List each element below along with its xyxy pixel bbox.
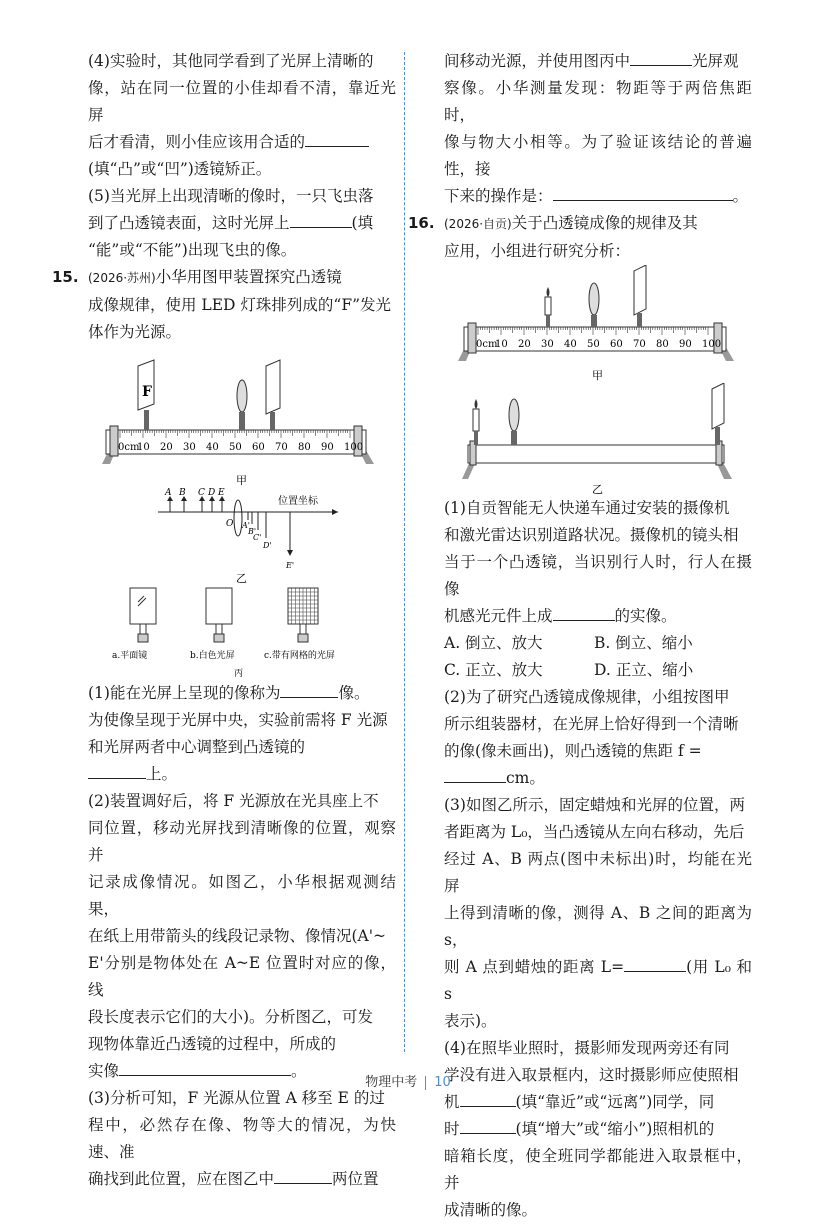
ruler-tick-label: 80: [298, 442, 311, 453]
ruler-tick-label: 30: [541, 339, 554, 350]
footer-separator: [425, 1076, 426, 1090]
ruler-tick-label: 90: [679, 339, 692, 350]
svg-text:a.平面镜: a.平面镜: [112, 651, 148, 661]
svg-text:D': D': [263, 541, 272, 550]
option-b[interactable]: B. 倒立、缩小: [594, 634, 693, 652]
answer-blank[interactable]: [444, 766, 506, 783]
page-footer: [0, 1071, 816, 1090]
ruler-tick-label: 0cm: [476, 339, 498, 350]
ruler-tick-label: 60: [252, 442, 265, 453]
footer-subject: 物理中考: [365, 1075, 418, 1090]
svg-text:O: O: [226, 519, 234, 529]
answer-blank[interactable]: [553, 184, 733, 201]
q16-part3: (3)如图乙所示，固定蜡烛和光屏的位置，两 者距离为 L₀，当凸透镜从左向右移动，先后 经过 A、B 两点(图中未标出)时，均能在光屏 上得到清晰的像，测得 A、B 之间的距离为 s， 则 A 点到蜡烛的距离 L= (用 L₀ 和 s 表示)。: [444, 796, 752, 1030]
svg-text:E': E': [286, 561, 295, 570]
ruler-tick-label: 0cm: [118, 442, 140, 453]
q16-part4: (4)在照毕业照时，摄影师发现两旁还有同 学没有进入取景框内，这时摄影师应使照相 机 (填“靠近”或“远离”)同学，同 时 (填“增大”或“缩小”)照相机的 暗箱长度，使全班同学都能进入取景框中，并 成清晰的像。: [444, 1039, 752, 1219]
figure-15-jia: [88, 346, 396, 488]
ruler-tick-label: 70: [633, 339, 646, 350]
column-divider: [404, 52, 405, 1052]
ruler-tick-label: 40: [206, 442, 219, 453]
option-d[interactable]: D. 正立、缩小: [594, 661, 694, 679]
f-label: F: [142, 384, 152, 400]
answer-blank[interactable]: [630, 49, 692, 66]
answer-blank[interactable]: [460, 1117, 516, 1134]
ruler-tick-label: 100: [702, 339, 722, 350]
q14-part4: (4)实验时，其他同学看到了光屏上清晰的 像，站在同一位置的小佳却看不清，靠近光屏 后才看清，则小佳应该用合适的 (填“凸”或“凹”)透镜矫正。: [88, 52, 396, 178]
answer-blank[interactable]: [290, 211, 352, 228]
ruler-tick-label: 40: [564, 339, 577, 350]
figure-15-bing: [88, 584, 396, 680]
option-a[interactable]: A. 倒立、放大: [444, 634, 543, 652]
ruler-tick-label: 10: [495, 339, 508, 350]
light-screen: [712, 383, 724, 445]
question-number: 16.: [408, 214, 435, 232]
answer-blank[interactable]: [280, 681, 338, 698]
figure-caption: 乙: [236, 572, 247, 584]
ruler-tick-label: 60: [610, 339, 623, 350]
figure-16-yi: [444, 383, 752, 495]
answer-blank[interactable]: [88, 762, 146, 779]
figure-caption: 乙: [592, 483, 603, 495]
question-source: (2026·自贡): [444, 217, 512, 231]
q14-part5: (5)当光屏上出现清晰的像时，一只飞虫落 到了凸透镜表面，这时光屏上 (填 “能”或“不能”)出现飞虫的像。: [88, 187, 374, 259]
q15-part3: (3)分析可知，F 光源从位置 A 移至 E 的过 程中，必然存在像、物等大的情况，为快速、准 确找到此位置，应在图乙中 两位置: [88, 1089, 396, 1188]
figure-caption: 甲: [236, 474, 247, 487]
ruler-tick-label: 50: [229, 442, 242, 453]
grid-screen: [264, 588, 335, 661]
answer-blank[interactable]: [274, 1167, 332, 1184]
figure-caption: 甲: [592, 369, 603, 382]
svg-text:E: E: [218, 488, 225, 498]
figure-caption: 丙: [234, 669, 244, 679]
question-16: 16. (2026·自贡)关于凸透镜成像的规律及其 应用，小组进行研究分析： 0cm 10 20 30 40 50 60 70 80 90 100 甲 乙 (1)自贡智能无人快递车通过安装的摄像机 和激光雷达识别道路状况。摄像机的镜头相 当于一个凸透镜，当识别行人时，行人在摄像 机感光元件上成 的实像。 A. 倒立、放大 B. 倒立、缩小 C. 正立、放大 D. 正立、缩小 (2)为了研究凸透镜成像规律，小组按图甲 所示组装器材，在光屏上恰好得到一个清晰 的像(像未画出)，则凸透镜的焦距 f = cm。 (3)如图乙所示，固定蜡烛和光屏的位置，两 者距离为 L₀，当凸透镜从左向右移动，先后 经过 A、B 两点(图中未标出)时，均能在光屏 上得到清晰的像，测得 A、B 之间的距离为 s， 则 A 点到蜡烛的距离 L= (用 L₀ 和 s 表示)。 (4)在照毕业照时，摄影师发现两旁还有同 学没有进入取景框内，这时摄影师应使照相 机 (填“靠近”或“远离”)同学，同 时 (填“增大”或“缩小”)照相机的 暗箱长度，使全班同学都能进入取景框中，并 成清晰的像。: [444, 210, 752, 1224]
q15-continued: 间移动光源，并使用图丙中 光屏观 察像。小华测量发现：物距等于两倍焦距时， 像与物大小相等。为了验证该结论的普遍性，接 下来的操作是： 。: [444, 48, 752, 210]
ruler-tick-label: 90: [321, 442, 334, 453]
svg-text:A': A': [242, 521, 250, 530]
question-source: (2026·苏州): [88, 271, 156, 285]
axis-label: 位置坐标: [278, 496, 318, 507]
convex-lens: [237, 380, 247, 430]
ruler-tick-label: 100: [344, 442, 364, 453]
svg-text:C': C': [253, 533, 262, 542]
ruler-tick-label: 20: [160, 442, 173, 453]
ruler-tick-label: 70: [275, 442, 288, 453]
answer-blank[interactable]: [460, 1090, 516, 1107]
left-column: [52, 48, 396, 1193]
q16-part2: (2)为了研究凸透镜成像规律，小组按图甲 所示组装器材，在光屏上恰好得到一个清晰 的像(像未画出)，则凸透镜的焦距 f = cm。: [444, 688, 739, 787]
svg-text:c.带有网格的光屏: c.带有网格的光屏: [264, 651, 335, 661]
svg-text:B: B: [179, 488, 186, 498]
svg-text:B': B': [248, 527, 257, 536]
svg-text:b.白色光屏: b.白色光屏: [190, 651, 235, 661]
f-light-source: [138, 360, 154, 430]
q15-part2: (2)装置调好后，将 F 光源放在光具座上不 同位置，移动光屏找到清晰像的位置，观察并 记录成像情况。如图乙，小华根据观测结果， 在纸上用带箭头的线段记录物、像情况(A'~ E'分别是物体处在 A~E 位置时对应的像，线 段长度表示它们的大小)。分析图乙，可发 现物体靠近凸透镜的过程中，所成的 实像 。: [88, 792, 396, 1080]
ruler-tick-label: 50: [587, 339, 600, 350]
figure-15-yi: [88, 488, 396, 584]
ruler-tick-label: 10: [137, 442, 150, 453]
candle: [545, 287, 551, 327]
answer-blank[interactable]: [624, 955, 686, 972]
option-c[interactable]: C. 正立、放大: [444, 661, 543, 679]
question-number: 15.: [52, 268, 79, 286]
plane-mirror: [112, 588, 156, 661]
ruler-tick-label: 20: [518, 339, 531, 350]
answer-blank[interactable]: [305, 130, 369, 147]
light-screen: [266, 360, 280, 430]
convex-lens: [509, 399, 519, 445]
figure-16-jia: [444, 265, 752, 383]
lens-outline: [234, 500, 242, 536]
svg-text:C: C: [198, 488, 205, 498]
candle: [473, 399, 479, 445]
white-screen: [190, 588, 235, 661]
svg-text:A: A: [165, 488, 172, 498]
svg-text:D: D: [208, 488, 216, 498]
object-arrows: [164, 488, 225, 512]
light-screen: [634, 265, 646, 327]
convex-lens: [589, 283, 599, 327]
ruler-tick-label: 30: [183, 442, 196, 453]
choice-options: [444, 630, 752, 684]
page-number: 10: [434, 1075, 451, 1090]
image-arrows: [241, 512, 294, 570]
q16-part1: (1)自贡智能无人快递车通过安装的摄像机 和激光雷达识别道路状况。摄像机的镜头相 当于一个凸透镜，当识别行人时，行人在摄像 机感光元件上成 的实像。: [444, 499, 752, 625]
question-15: 15. (2026·苏州)小华用图甲装置探究凸透镜 成像规律，使用 LED 灯珠排列成的“F”发光 体作为光源。 0cm 10 20 30 40 50 60 70 80 90 100 F 甲 位置坐标 A B C D E O A' B' C' D' E' 乙 a.平面镜 b.白色光屏 c.带有网格的光屏 丙 (1)能在光屏上呈现的像称为 像。 为使像呈现于光屏中央，实验前需将 F 光源 和光屏两者中心调整到凸透镜的 上。 (2)装置调好后，将 F 光源放在光具座上不 同位置，移动光屏找到清晰像的位置，观察并 记录成像情况。如图乙，小华根据观测结果， 在纸上用带箭头的线段记录物、像情况(A'~ E'分别是物体处在 A~E 位置时对应的像，线 段长度表示它们的大小)。分析图乙，可发 现物体靠近凸透镜的过程中，所成的 实像 。 (3)分析可知，F 光源从位置 A 移至 E 的过 程中，必然存在像、物等大的情况，为快速、准 确找到此位置，应在图乙中 两位置: [88, 264, 396, 1193]
q15-part1: (1)能在光屏上呈现的像称为 像。 为使像呈现于光屏中央，实验前需将 F 光源 和光屏两者中心调整到凸透镜的 上。: [88, 680, 396, 788]
right-column: [408, 48, 752, 1224]
ruler-tick-label: 80: [656, 339, 669, 350]
answer-blank[interactable]: [553, 604, 615, 621]
